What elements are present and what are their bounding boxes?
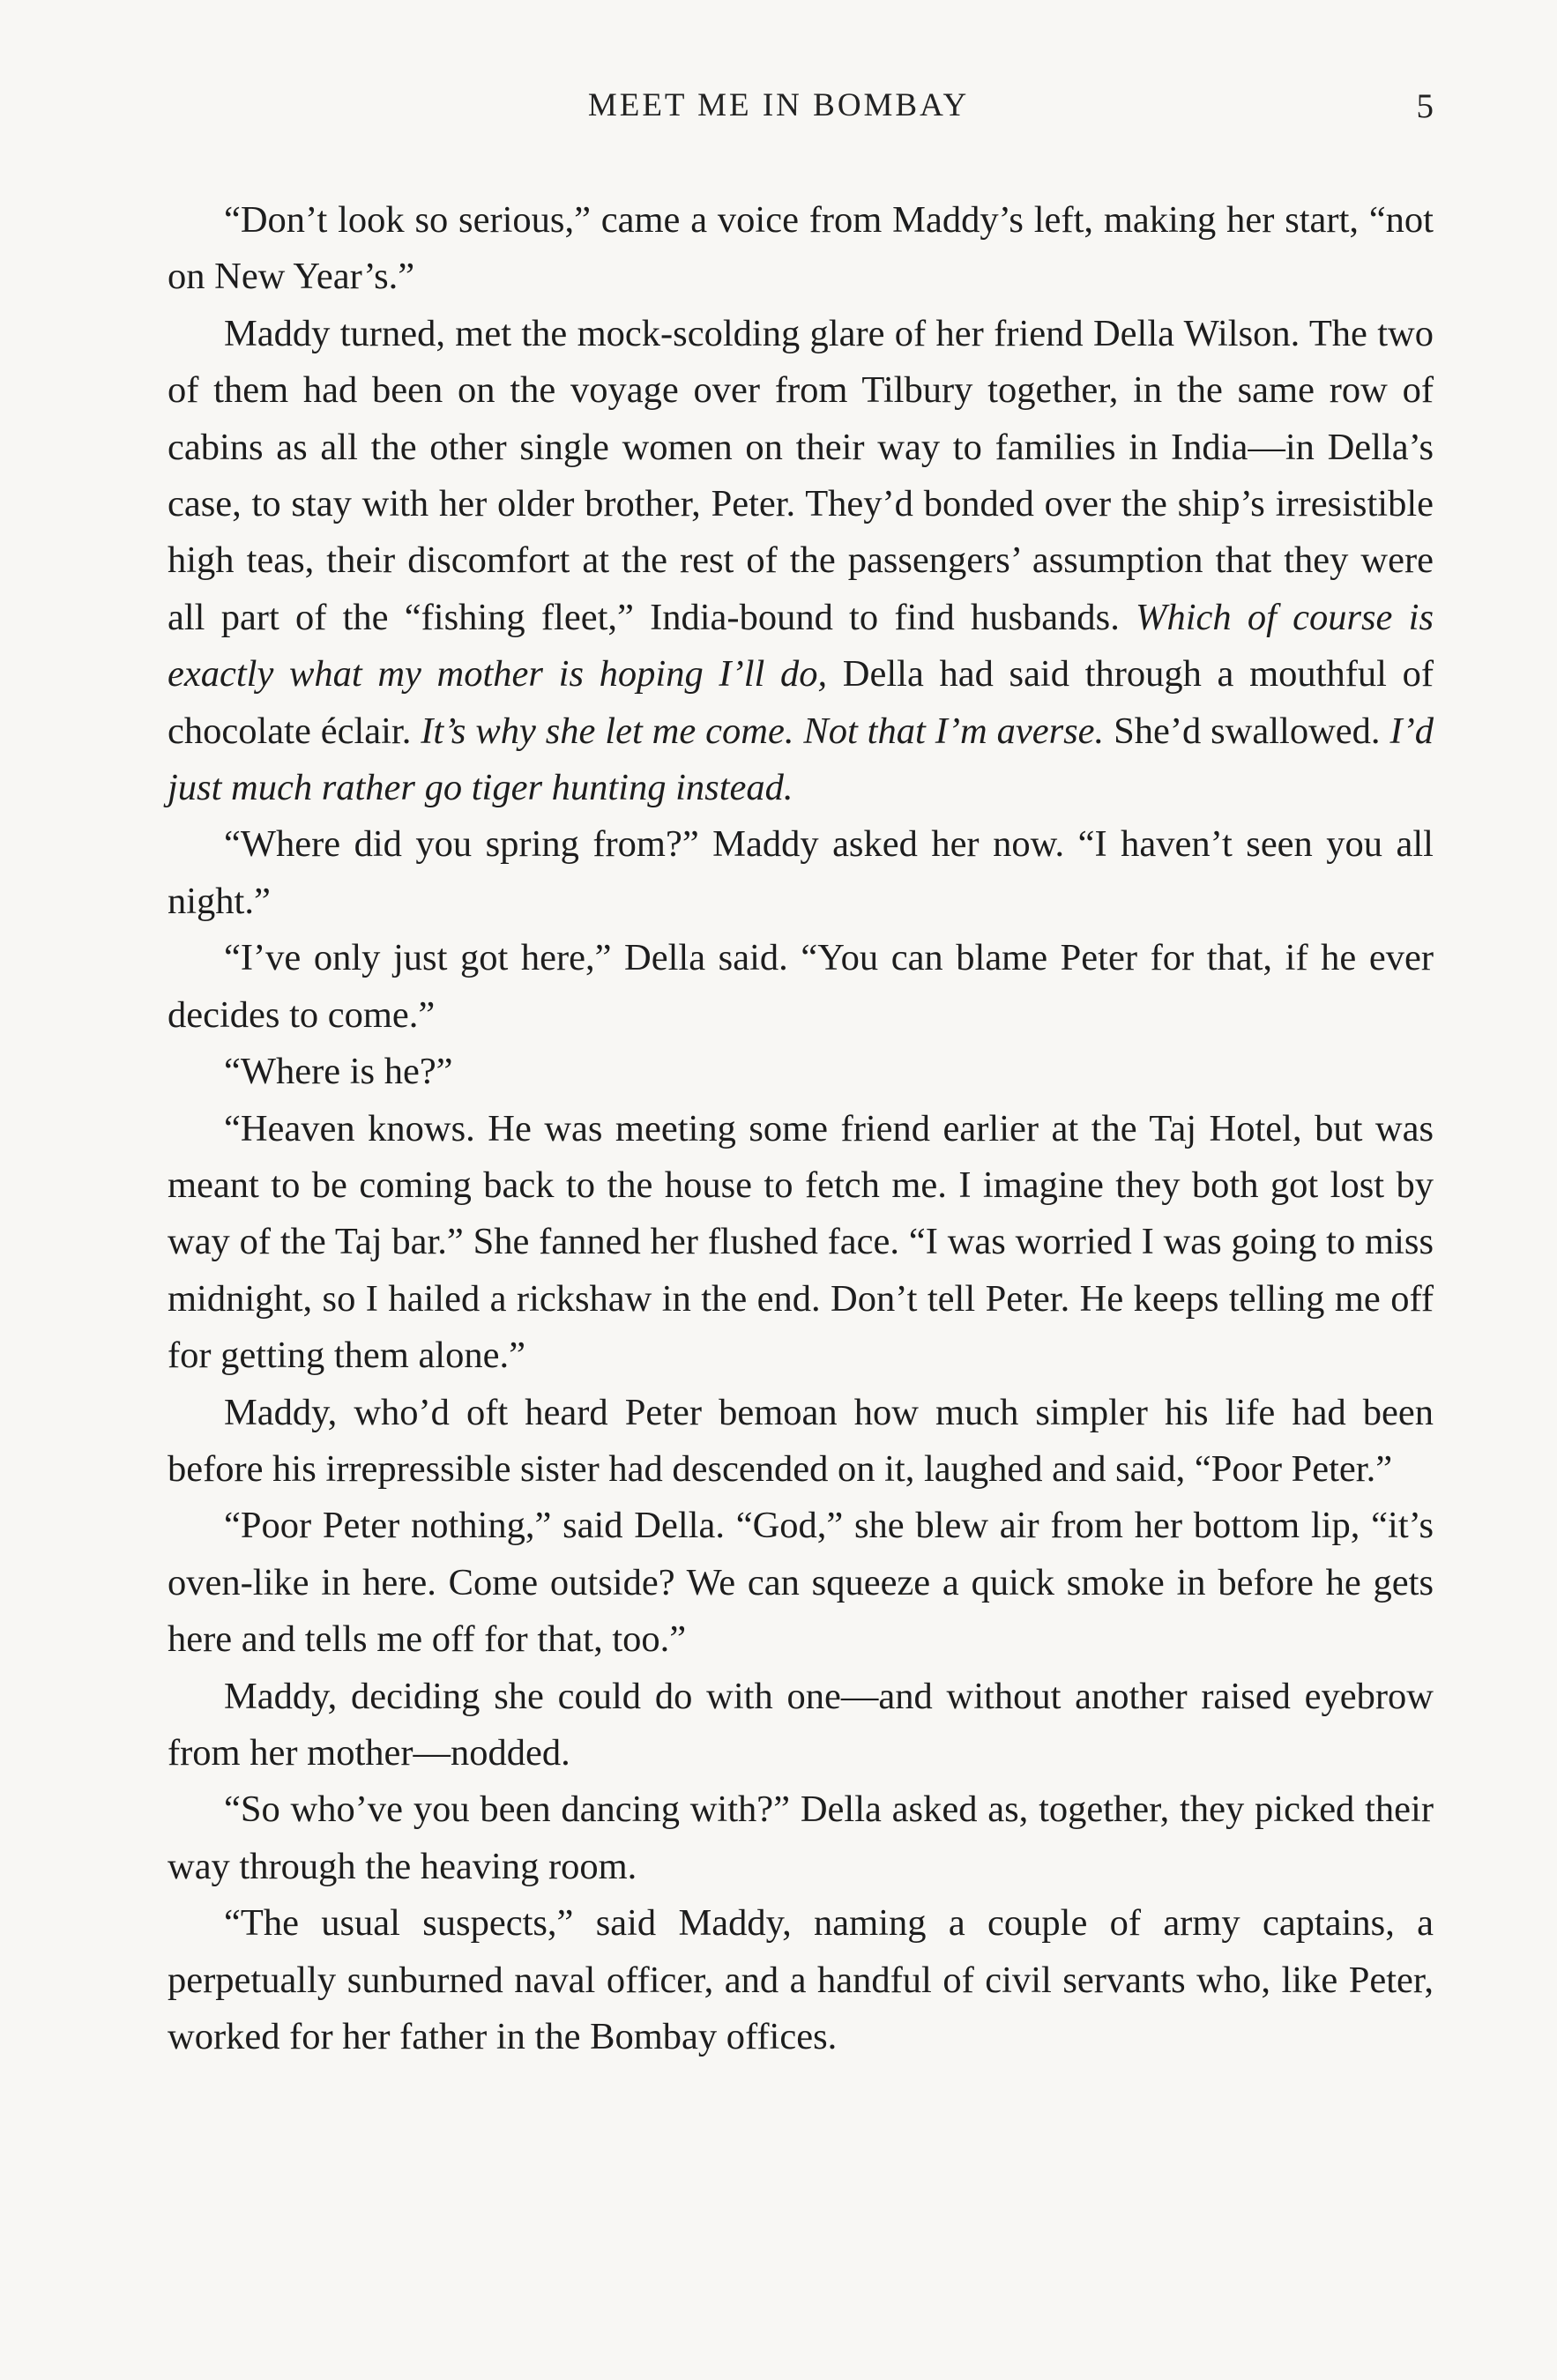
paragraph: “So who’ve you been dancing with?” Della asked as, together, they picked their way through the heaving room.	[168, 1789, 1434, 1887]
paragraph: “Poor Peter nothing,” said Della. “God,” she blew air from her bottom lip, “it’s oven-like in here. Come outside? We can squeeze a quick smoke in before he gets here and tells me off for that, too.”	[168, 1505, 1434, 1661]
paragraph: “The usual suspects,” said Maddy, naming a couple of army captains, a perpetually sunburned naval officer, and a handful of civil servants who, like Peter, worked for her father in the Bombay offices.	[168, 1902, 1434, 2057]
body-text	[168, 192, 1434, 2065]
paragraph-text: Della had said through a mouthful of chocolate éclair.	[168, 653, 1434, 752]
paragraph: “Heaven knows. He was meeting some friend earlier at the Taj Hotel, but was meant to be coming back to the house to fetch me. I imagine they both got lost by way of the Taj bar.” She fanned her flushed face. “I was worried I was going to miss midnight, so I hailed a rickshaw in the end. Don’t tell Peter. He keeps telling me off for getting them alone.”	[168, 1107, 1434, 1377]
paragraph: “Where is he?”	[224, 1051, 453, 1093]
paragraph: Maddy, who’d oft heard Peter bemoan how much simpler his life had been before his irrepressible sister had descended on it, laughed and said, “Poor Peter.”	[168, 1391, 1434, 1490]
paragraph	[168, 306, 1434, 817]
italic-thought: I’d just much rather go tiger hunting instead.	[168, 710, 1434, 809]
italic-thought: It’s why she let me come. Not that I’m averse.	[421, 710, 1105, 752]
paragraph: “I’ve only just got here,” Della said. “You can blame Peter for that, if he ever decides to come.”	[168, 937, 1434, 1036]
paragraph: “Don’t look so serious,” came a voice from Maddy’s left, making her start, “not on New Year’s.”	[168, 199, 1434, 298]
paragraph-text: She’d swallowed.	[1104, 710, 1390, 752]
paragraph: “Where did you spring from?” Maddy asked her now. “I haven’t seen you all night.”	[168, 823, 1434, 922]
paragraph-text: Maddy turned, met the mock-scolding glare of her friend Della Wilson. The two of them had been on the voyage over from Tilbury together, in the same row of cabins as all the other single women on their way to families in India—in Della’s case, to stay with her older brother, Peter. They’d bonded over the ship’s irresistible high teas, their discomfort at the rest of the passengers’ assumption that they were all part of the “fishing fleet,” India-bound to find husbands.	[168, 312, 1434, 638]
paragraph: Maddy, deciding she could do with one—and without another raised eyebrow from her mother—nodded.	[168, 1675, 1434, 1774]
italic-thought: Which of course is exactly what my mother is hoping I’ll do,	[168, 596, 1434, 695]
page-number: 5	[1416, 87, 1434, 125]
running-head-title: MEET ME IN BOMBAY	[587, 87, 970, 123]
